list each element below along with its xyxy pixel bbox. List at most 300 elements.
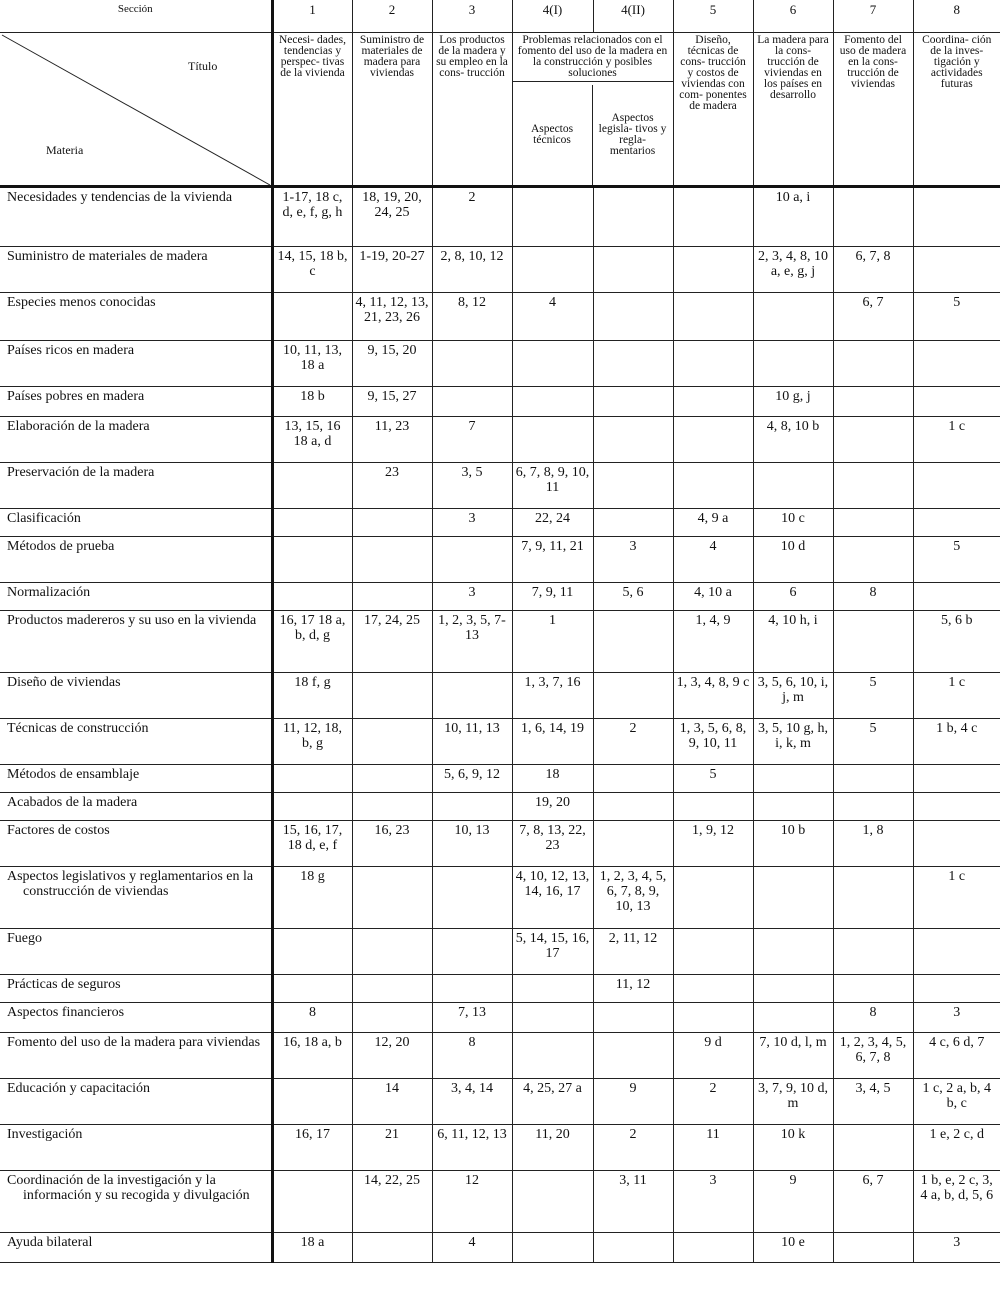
reference-cell	[593, 247, 673, 293]
reference-cell: 18 f, g	[272, 673, 352, 719]
reference-cell	[352, 975, 432, 1003]
reference-cell: 1, 2, 3, 4, 5, 6, 7, 8, 9, 10, 13	[593, 867, 673, 929]
materia-label: Prácticas de seguros	[7, 977, 121, 992]
table-row	[0, 719, 1000, 765]
reference-cell: 9	[593, 1079, 673, 1125]
materia-label: Fomento del uso de la madera para viviendas	[7, 1035, 261, 1050]
reference-cell: 1, 3, 4, 8, 9 c	[673, 673, 753, 719]
reference-cell	[833, 1125, 913, 1171]
reference-cell: 7, 13	[432, 1003, 512, 1033]
reference-cell: 1-19, 20-27	[352, 247, 432, 293]
reference-cell: 10 e	[753, 1233, 833, 1263]
reference-cell	[512, 341, 593, 387]
reference-cell: 10 a, i	[753, 187, 833, 247]
table-row	[0, 1171, 1000, 1233]
reference-cell	[673, 341, 753, 387]
reference-cell: 9 d	[673, 1033, 753, 1079]
reference-cell	[352, 509, 432, 537]
title-header-row	[0, 33, 1000, 187]
table-row	[0, 765, 1000, 793]
reference-cell: 1 b, 4 c	[913, 719, 1000, 765]
reference-cell	[753, 793, 833, 821]
reference-cell	[272, 1171, 352, 1233]
reference-cell: 5	[913, 537, 1000, 583]
reference-cell	[432, 867, 512, 929]
reference-cell: 4, 11, 12, 13, 21, 23, 26	[352, 293, 432, 341]
reference-cell: 3, 11	[593, 1171, 673, 1233]
table-row	[0, 509, 1000, 537]
reference-cell: 2, 8, 10, 12	[432, 247, 512, 293]
reference-cell	[432, 793, 512, 821]
reference-cell: 1, 3, 7, 16	[512, 673, 593, 719]
reference-cell: 7, 8, 13, 22, 23	[512, 821, 593, 867]
table-row	[0, 417, 1000, 463]
seccion-label: Sección	[0, 0, 272, 33]
reference-cell: 14	[352, 1079, 432, 1125]
reference-cell	[833, 463, 913, 509]
materia-label: Técnicas de construcción	[7, 721, 149, 736]
materia-label: Investigación	[7, 1127, 83, 1142]
reference-cell: 3, 5, 10 g, h, i, k, m	[753, 719, 833, 765]
table-row	[0, 673, 1000, 719]
materia-label: Ayuda bilateral	[7, 1235, 93, 1250]
reference-cell: 10, 11, 13, 18 a	[272, 341, 352, 387]
reference-cell	[432, 341, 512, 387]
materia-cell	[0, 1003, 272, 1033]
materia-label: Fuego	[7, 931, 42, 946]
reference-cell	[432, 929, 512, 975]
reference-cell	[913, 341, 1000, 387]
title-section-8: Coordina- ción de la inves- tigación y actividades futuras	[913, 33, 1000, 187]
reference-cell: 4	[673, 537, 753, 583]
materia-label: Acabados de la madera	[7, 795, 138, 810]
reference-cell: 5, 6	[593, 583, 673, 611]
reference-cell	[512, 187, 593, 247]
reference-cell: 2	[593, 1125, 673, 1171]
title-section-7: Fomento del uso de madera en la cons- trucción de viviendas	[833, 33, 913, 187]
reference-cell: 6, 11, 12, 13	[432, 1125, 512, 1171]
reference-cell	[833, 765, 913, 793]
reference-cell: 4, 9 a	[673, 509, 753, 537]
reference-cell: 9	[753, 1171, 833, 1233]
reference-cell: 3, 4, 14	[432, 1079, 512, 1125]
materia-cell	[0, 341, 272, 387]
reference-cell	[512, 247, 593, 293]
materia-cell	[0, 387, 272, 417]
reference-cell	[352, 719, 432, 765]
reference-cell: 6, 7	[833, 1171, 913, 1233]
materia-label: Aspectos financieros	[7, 1005, 125, 1020]
reference-cell	[272, 793, 352, 821]
section-7: 7	[833, 0, 913, 33]
reference-cell	[673, 463, 753, 509]
reference-cell: 16, 23	[352, 821, 432, 867]
reference-cell	[593, 1233, 673, 1263]
reference-cell	[673, 867, 753, 929]
reference-cell: 4, 10, 12, 13, 14, 16, 17	[512, 867, 593, 929]
reference-cell: 2	[593, 719, 673, 765]
reference-cell: 19, 20	[512, 793, 593, 821]
materia-label: Países ricos en madera	[7, 343, 135, 358]
reference-cell	[673, 1003, 753, 1033]
reference-cell: 10 g, j	[753, 387, 833, 417]
reference-cell: 5	[673, 765, 753, 793]
reference-cell: 18	[512, 765, 593, 793]
title-section-5: Diseño, técnicas de cons- trucción y costos de viviendas con com- ponentes de madera	[673, 33, 753, 187]
reference-cell: 16, 17 18 a, b, d, g	[272, 611, 352, 673]
table-row	[0, 341, 1000, 387]
reference-cell	[913, 247, 1000, 293]
materia-cell	[0, 821, 272, 867]
reference-cell	[593, 821, 673, 867]
reference-cell: 5, 6, 9, 12	[432, 765, 512, 793]
reference-cell: 8	[833, 583, 913, 611]
reference-cell: 15, 16, 17, 18 d, e, f	[272, 821, 352, 867]
reference-cell	[673, 187, 753, 247]
reference-cell	[272, 537, 352, 583]
title-section-6: La madera para la cons- trucción de viviendas en los países en desarrollo	[753, 33, 833, 187]
reference-cell	[593, 765, 673, 793]
section-1: 1	[272, 0, 352, 33]
section-4-i: 4(I)	[512, 0, 593, 33]
reference-cell	[352, 537, 432, 583]
reference-cell	[272, 929, 352, 975]
reference-cell: 7, 10 d, l, m	[753, 1033, 833, 1079]
reference-cell: 8	[432, 1033, 512, 1079]
reference-cell	[512, 417, 593, 463]
materia-cell	[0, 867, 272, 929]
reference-cell: 13, 15, 16 18 a, d	[272, 417, 352, 463]
reference-cell	[512, 1033, 593, 1079]
materia-cell	[0, 793, 272, 821]
materia-label: Aspectos legislativos y reglamentarios en la construcción de viviendas	[7, 869, 254, 899]
reference-cell: 1, 3, 5, 6, 8, 9, 10, 11	[673, 719, 753, 765]
reference-cell	[913, 929, 1000, 975]
reference-cell: 18 a	[272, 1233, 352, 1263]
materia-label: Países pobres en madera	[7, 389, 145, 404]
reference-cell: 17, 24, 25	[352, 611, 432, 673]
reference-cell: 5	[833, 719, 913, 765]
reference-cell: 12	[432, 1171, 512, 1233]
materia-cell	[0, 719, 272, 765]
table-row	[0, 793, 1000, 821]
reference-cell	[432, 387, 512, 417]
reference-cell	[432, 673, 512, 719]
reference-cell	[352, 929, 432, 975]
reference-cell	[753, 975, 833, 1003]
title-section-4-ii: Aspectos legisla- tivos y regla- mentarios	[592, 85, 673, 185]
reference-cell	[673, 417, 753, 463]
section-5: 5	[673, 0, 753, 33]
problemas-group-header	[512, 33, 673, 187]
reference-cell: 4 c, 6 d, 7	[913, 1033, 1000, 1079]
reference-cell	[753, 1003, 833, 1033]
table-row	[0, 537, 1000, 583]
title-section-4-i: Aspectos técnicos	[530, 123, 574, 146]
reference-cell	[512, 1003, 593, 1033]
reference-cell	[833, 417, 913, 463]
titulo-materia-corner	[0, 33, 272, 187]
reference-cell	[913, 509, 1000, 537]
materia-cell	[0, 417, 272, 463]
reference-cell: 16, 18 a, b	[272, 1033, 352, 1079]
table-row	[0, 867, 1000, 929]
materia-label: Elaboración de la madera	[7, 419, 150, 434]
reference-cell	[833, 187, 913, 247]
reference-cell	[753, 867, 833, 929]
reference-cell	[352, 1233, 432, 1263]
reference-cell: 10 c	[753, 509, 833, 537]
reference-cell	[833, 975, 913, 1003]
materia-cell	[0, 975, 272, 1003]
table-row	[0, 583, 1000, 611]
reference-cell	[673, 975, 753, 1003]
reference-cell: 4	[512, 293, 593, 341]
materia-cell	[0, 929, 272, 975]
reference-cell	[272, 1079, 352, 1125]
reference-cell: 18 b	[272, 387, 352, 417]
reference-cell	[593, 417, 673, 463]
section-6: 6	[753, 0, 833, 33]
reference-cell	[673, 929, 753, 975]
table-row	[0, 293, 1000, 341]
reference-cell: 1, 9, 12	[673, 821, 753, 867]
table-row	[0, 975, 1000, 1003]
reference-cell	[272, 293, 352, 341]
problemas-group-title: Problemas relacionados con el fomento del uso de la madera en la construcción y posibles soluciones	[513, 33, 673, 82]
materia-label: Suministro de materiales de madera	[7, 249, 208, 264]
materia-label: Normalización	[7, 585, 91, 600]
materia-cell	[0, 1171, 272, 1233]
reference-cell: 23	[352, 463, 432, 509]
materia-cell	[0, 247, 272, 293]
reference-cell	[913, 387, 1000, 417]
titulo-label: Título	[188, 59, 218, 73]
reference-cell	[272, 765, 352, 793]
reference-cell: 11, 12, 18, b, g	[272, 719, 352, 765]
reference-cell: 1 c	[913, 417, 1000, 463]
reference-cell: 3, 7, 9, 10 d, m	[753, 1079, 833, 1125]
reference-cell	[593, 187, 673, 247]
section-4-ii: 4(II)	[593, 0, 673, 33]
reference-cell	[352, 867, 432, 929]
reference-cell: 6, 7, 8	[833, 247, 913, 293]
reference-cell	[833, 611, 913, 673]
reference-cell	[512, 975, 593, 1003]
reference-cell: 4, 10 h, i	[753, 611, 833, 673]
reference-cell	[913, 463, 1000, 509]
reference-cell	[512, 1233, 593, 1263]
reference-cell	[593, 293, 673, 341]
reference-cell	[352, 673, 432, 719]
reference-cell: 3, 4, 5	[833, 1079, 913, 1125]
table-row	[0, 929, 1000, 975]
table-row	[0, 187, 1000, 247]
reference-cell	[673, 387, 753, 417]
reference-cell: 3, 5, 6, 10, i, j, m	[753, 673, 833, 719]
reference-cell	[833, 793, 913, 821]
materia-cell	[0, 1033, 272, 1079]
reference-cell: 11, 12	[593, 975, 673, 1003]
reference-cell: 2	[432, 187, 512, 247]
table-row	[0, 1125, 1000, 1171]
reference-cell: 12, 20	[352, 1033, 432, 1079]
reference-cell	[753, 341, 833, 387]
reference-cell	[593, 463, 673, 509]
materia-label: Diseño de viviendas	[7, 675, 121, 690]
reference-cell	[913, 821, 1000, 867]
reference-cell	[352, 1003, 432, 1033]
materia-label: Necesidades y tendencias de la vivienda	[7, 190, 233, 205]
reference-cell	[753, 463, 833, 509]
reference-cell: 1 e, 2 c, d	[913, 1125, 1000, 1171]
materia-label: Materia	[46, 143, 84, 157]
reference-cell: 14, 15, 18 b, c	[272, 247, 352, 293]
table-row	[0, 247, 1000, 293]
reference-cell: 2, 3, 4, 8, 10 a, e, g, j	[753, 247, 833, 293]
reference-cell: 7, 9, 11, 21	[512, 537, 593, 583]
materia-cell	[0, 1233, 272, 1263]
reference-cell	[593, 611, 673, 673]
reference-cell: 22, 24	[512, 509, 593, 537]
materia-label: Clasificación	[7, 511, 81, 526]
reference-cell	[352, 793, 432, 821]
reference-cell: 6, 7	[833, 293, 913, 341]
reference-cell	[593, 1003, 673, 1033]
reference-cell	[673, 247, 753, 293]
materia-label: Métodos de prueba	[7, 539, 115, 554]
reference-cell: 11, 23	[352, 417, 432, 463]
reference-cell: 8	[272, 1003, 352, 1033]
reference-cell	[913, 583, 1000, 611]
reference-cell: 4, 25, 27 a	[512, 1079, 593, 1125]
reference-cell	[272, 509, 352, 537]
reference-cell: 1, 4, 9	[673, 611, 753, 673]
materia-cell	[0, 673, 272, 719]
title-section-3: Los productos de la madera y su empleo en la cons- trucción	[432, 33, 512, 187]
reference-cell	[753, 765, 833, 793]
section-8: 8	[913, 0, 1000, 33]
materia-cell	[0, 509, 272, 537]
reference-cell: 14, 22, 25	[352, 1171, 432, 1233]
reference-cell	[673, 793, 753, 821]
reference-cell	[913, 793, 1000, 821]
reference-cell	[352, 765, 432, 793]
reference-cell	[753, 293, 833, 341]
reference-cell: 1 c	[913, 867, 1000, 929]
reference-cell	[833, 867, 913, 929]
reference-cell	[432, 975, 512, 1003]
section-2: 2	[352, 0, 432, 33]
reference-cell	[593, 673, 673, 719]
reference-cell	[833, 387, 913, 417]
materia-cell	[0, 765, 272, 793]
reference-cell: 3	[913, 1003, 1000, 1033]
reference-cell: 5	[833, 673, 913, 719]
reference-cell: 18, 19, 20, 24, 25	[352, 187, 432, 247]
reference-cell	[593, 387, 673, 417]
reference-cell: 11	[673, 1125, 753, 1171]
reference-cell: 1, 6, 14, 19	[512, 719, 593, 765]
materia-cell	[0, 187, 272, 247]
reference-cell: 3, 5	[432, 463, 512, 509]
reference-cell	[593, 793, 673, 821]
reference-cell: 3	[593, 537, 673, 583]
reference-cell: 1, 2, 3, 4, 5, 6, 7, 8	[833, 1033, 913, 1079]
reference-cell: 1, 8	[833, 821, 913, 867]
reference-cell	[913, 765, 1000, 793]
materia-cell	[0, 583, 272, 611]
reference-cell: 16, 17	[272, 1125, 352, 1171]
reference-cell	[593, 341, 673, 387]
table-row	[0, 1033, 1000, 1079]
matrix-body	[0, 187, 1000, 1263]
reference-cell	[913, 187, 1000, 247]
reference-cell: 8, 12	[432, 293, 512, 341]
reference-cell: 1 c, 2 a, b, 4 b, c	[913, 1079, 1000, 1125]
reference-cell	[272, 583, 352, 611]
reference-cell: 1 c	[913, 673, 1000, 719]
reference-cell: 5, 6 b	[913, 611, 1000, 673]
reference-cell	[593, 509, 673, 537]
materia-label: Productos madereros y su uso en la vivienda	[7, 613, 257, 628]
reference-cell: 1	[512, 611, 593, 673]
materia-label: Especies menos conocidas	[7, 295, 156, 310]
reference-cell	[512, 387, 593, 417]
reference-cell	[753, 929, 833, 975]
title-section-1: Necesi- dades, tendencias y perspec- tivas de la vivienda	[272, 33, 352, 187]
reference-cell: 8	[833, 1003, 913, 1033]
reference-cell	[833, 341, 913, 387]
reference-cell: 10, 11, 13	[432, 719, 512, 765]
reference-cell	[512, 1171, 593, 1233]
table-row	[0, 821, 1000, 867]
reference-cell: 7	[432, 417, 512, 463]
materia-cell	[0, 293, 272, 341]
diagonal-divider	[0, 33, 272, 187]
reference-cell	[673, 1233, 753, 1263]
reference-cell: 4, 8, 10 b	[753, 417, 833, 463]
reference-cell	[833, 1233, 913, 1263]
materia-label: Educación y capacitación	[7, 1081, 151, 1096]
materia-label: Coordinación de la investigación y la información y su recogida y divulgación	[7, 1173, 250, 1203]
reference-cell: 2, 11, 12	[593, 929, 673, 975]
reference-cell	[272, 463, 352, 509]
reference-cell: 11, 20	[512, 1125, 593, 1171]
reference-cell	[833, 537, 913, 583]
materia-label: Preservación de la madera	[7, 465, 155, 480]
reference-cell: 4	[432, 1233, 512, 1263]
reference-cell: 9, 15, 20	[352, 341, 432, 387]
reference-cell: 3	[432, 509, 512, 537]
reference-cell: 4, 10 a	[673, 583, 753, 611]
reference-cell: 1-17, 18 c, d, e, f, g, h	[272, 187, 352, 247]
reference-cell: 9, 15, 27	[352, 387, 432, 417]
reference-cell	[593, 1033, 673, 1079]
materia-cell	[0, 1125, 272, 1171]
reference-cell	[833, 929, 913, 975]
reference-cell	[673, 293, 753, 341]
reference-cell	[432, 537, 512, 583]
table-row	[0, 611, 1000, 673]
reference-cell: 21	[352, 1125, 432, 1171]
materia-cell	[0, 1079, 272, 1125]
reference-cell: 10 b	[753, 821, 833, 867]
reference-cell	[833, 509, 913, 537]
section-3: 3	[432, 0, 512, 33]
reference-cell	[352, 583, 432, 611]
reference-cell: 10, 13	[432, 821, 512, 867]
